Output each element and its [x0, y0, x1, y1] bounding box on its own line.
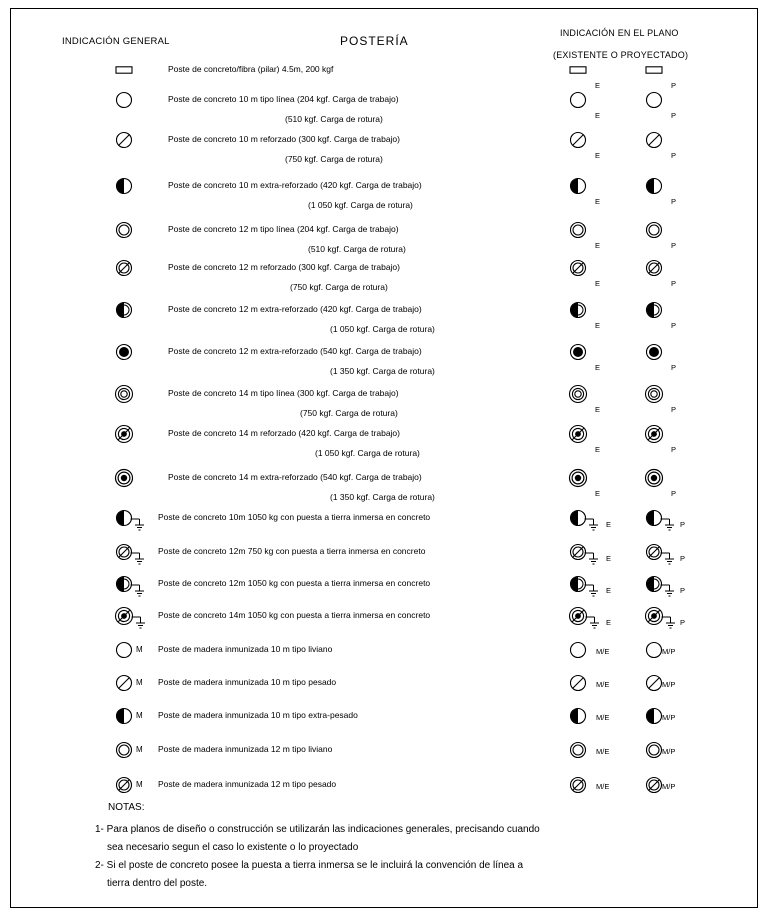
proyectado-label: P — [680, 520, 686, 529]
proyectado-label: P — [671, 405, 677, 414]
madera-marker: M — [136, 711, 143, 720]
row-description-secondary: (1 350 kgf. Carga de rotura) — [330, 492, 435, 502]
existente-label: E — [595, 489, 601, 498]
general-symbol — [108, 381, 148, 407]
proyectado-label: M/P — [662, 680, 676, 689]
general-symbol — [108, 539, 148, 565]
general-symbol — [108, 255, 148, 281]
proyectado-symbol — [638, 297, 678, 323]
proyectado-label: P — [680, 554, 686, 563]
existente-label: M/E — [596, 713, 610, 722]
page-title: POSTERÍA — [340, 34, 409, 48]
note-1-line-1: 1- Para planos de diseño o construcción se utilizarán las indicaciones generales, precisando cuando — [95, 824, 540, 835]
proyectado-label: P — [671, 363, 677, 372]
proyectado-symbol — [638, 217, 678, 243]
existente-symbol — [562, 505, 602, 531]
row-description: Poste de concreto 10 m reforzado (300 kgf. Carga de trabajo) — [168, 134, 400, 144]
existente-label: E — [595, 405, 601, 414]
existente-symbol — [562, 173, 602, 199]
row-description-secondary: (1 050 kgf. Carga de rotura) — [308, 200, 413, 210]
general-symbol — [108, 297, 148, 323]
proyectado-symbol — [638, 505, 678, 531]
proyectado-symbol — [638, 339, 678, 365]
existente-label: E — [595, 445, 601, 454]
existente-label: E — [595, 279, 601, 288]
proyectado-label: P — [671, 321, 677, 330]
row-description: Poste de madera inmunizada 10 m tipo pesado — [158, 677, 337, 687]
notes-title: NOTAS: — [108, 802, 145, 813]
existente-label: E — [595, 197, 601, 206]
general-symbol — [108, 421, 148, 447]
existente-label: E — [595, 241, 601, 250]
general-symbol — [108, 57, 148, 83]
existente-label: E — [606, 586, 612, 595]
existente-label: E — [595, 151, 601, 160]
proyectado-label: P — [671, 151, 677, 160]
row-description: Poste de concreto 14 m reforzado (420 kgf. Carga de trabajo) — [168, 428, 400, 438]
row-description: Poste de concreto 10m 1050 kg con puesta a tierra inmersa en concreto — [158, 512, 431, 522]
row-description: Poste de concreto 14m 1050 kg con puesta a tierra inmersa en concreto — [158, 610, 431, 620]
existente-symbol — [562, 217, 602, 243]
note-2-line-1: 2- Si el poste de concreto posee la puesta a tierra inmersa se le incluirá la convención de línea a — [95, 860, 524, 871]
row-description-secondary: (1 350 kgf. Carga de rotura) — [330, 366, 435, 376]
existente-symbol — [562, 57, 602, 83]
proyectado-label: P — [671, 241, 677, 250]
madera-marker: M — [136, 678, 143, 687]
row-description: Poste de madera inmunizada 10 m tipo liviano — [158, 644, 333, 654]
madera-marker: M — [136, 745, 143, 754]
proyectado-symbol — [638, 255, 678, 281]
proyectado-label: P — [671, 81, 677, 90]
row-description-secondary: (510 kgf. Carga de rotura) — [285, 114, 383, 124]
row-description-secondary: (750 kgf. Carga de rotura) — [300, 408, 398, 418]
row-description: Poste de madera inmunizada 12 m tipo pesado — [158, 779, 337, 789]
proyectado-symbol — [638, 127, 678, 153]
proyectado-symbol — [638, 539, 678, 565]
row-description-secondary: (510 kgf. Carga de rotura) — [308, 244, 406, 254]
existente-label: M/E — [596, 747, 610, 756]
existente-label: M/E — [596, 647, 610, 656]
existente-label: E — [595, 363, 601, 372]
row-description: Poste de concreto 14 m extra-reforzado (540 kgf. Carga de trabajo) — [168, 472, 422, 482]
existente-symbol — [562, 465, 602, 491]
general-symbol — [108, 173, 148, 199]
proyectado-symbol — [638, 57, 678, 83]
existente-label: M/E — [596, 782, 610, 791]
row-description: Poste de concreto 12m 750 kg con puesta a tierra inmersa en concreto — [158, 546, 426, 556]
row-description: Poste de concreto 14 m tipo línea (300 kgf. Carga de trabajo) — [168, 388, 399, 398]
proyectado-symbol — [638, 571, 678, 597]
existente-symbol — [562, 87, 602, 113]
row-description: Poste de concreto 12 m extra-reforzado (540 kgf. Carga de trabajo) — [168, 346, 422, 356]
existente-symbol — [562, 127, 602, 153]
proyectado-symbol — [638, 87, 678, 113]
note-2-line-2: tierra dentro del poste. — [107, 878, 208, 889]
row-description-secondary: (1 050 kgf. Carga de rotura) — [315, 448, 420, 458]
row-description: Poste de concreto/fibra (pilar) 4.5m, 200 kgf — [168, 64, 334, 74]
row-description: Poste de concreto 10 m extra-reforzado (420 kgf. Carga de trabajo) — [168, 180, 422, 190]
proyectado-label: M/P — [662, 647, 676, 656]
proyectado-label: M/P — [662, 747, 676, 756]
row-description: Poste de concreto 12 m tipo línea (204 kgf. Carga de trabajo) — [168, 224, 399, 234]
general-symbol — [108, 603, 148, 629]
existente-symbol — [562, 297, 602, 323]
existente-label: E — [595, 81, 601, 90]
proyectado-label: P — [680, 618, 686, 627]
row-description-secondary: (1 050 kgf. Carga de rotura) — [330, 324, 435, 334]
row-description-secondary: (750 kgf. Carga de rotura) — [290, 282, 388, 292]
general-symbol — [108, 505, 148, 531]
proyectado-label: M/P — [662, 782, 676, 791]
header-indicacion-plano: INDICACIÓN EN EL PLANO — [560, 28, 679, 38]
row-description: Poste de madera inmunizada 12 m tipo liviano — [158, 744, 333, 754]
header-existente-proyectado: (EXISTENTE O PROYECTADO) — [553, 50, 689, 60]
existente-label: E — [606, 554, 612, 563]
existente-symbol — [562, 421, 602, 447]
row-description: Poste de concreto 10 m tipo línea (204 kgf. Carga de trabajo) — [168, 94, 399, 104]
existente-label: E — [595, 111, 601, 120]
general-symbol — [108, 339, 148, 365]
existente-label: E — [606, 520, 612, 529]
note-1-line-2: sea necesario segun el caso lo existente o lo proyectado — [107, 842, 359, 853]
general-symbol — [108, 127, 148, 153]
general-symbol — [108, 87, 148, 113]
row-description: Poste de concreto 12 m extra-reforzado (420 kgf. Carga de trabajo) — [168, 304, 422, 314]
existente-symbol — [562, 571, 602, 597]
proyectado-label: P — [680, 586, 686, 595]
proyectado-label: P — [671, 489, 677, 498]
proyectado-label: M/P — [662, 713, 676, 722]
proyectado-label: P — [671, 111, 677, 120]
general-symbol — [108, 465, 148, 491]
existente-symbol — [562, 255, 602, 281]
existente-label: M/E — [596, 680, 610, 689]
proyectado-symbol — [638, 421, 678, 447]
row-description: Poste de madera inmunizada 10 m tipo extra-pesado — [158, 710, 358, 720]
madera-marker: M — [136, 780, 143, 789]
general-symbol — [108, 571, 148, 597]
existente-label: E — [606, 618, 612, 627]
general-symbol — [108, 217, 148, 243]
existente-label: E — [595, 321, 601, 330]
proyectado-label: P — [671, 445, 677, 454]
existente-symbol — [562, 381, 602, 407]
proyectado-symbol — [638, 465, 678, 491]
proyectado-label: P — [671, 279, 677, 288]
row-description: Poste de concreto 12m 1050 kg con puesta a tierra inmersa en concreto — [158, 578, 431, 588]
row-description: Poste de concreto 12 m reforzado (300 kgf. Carga de trabajo) — [168, 262, 400, 272]
existente-symbol — [562, 539, 602, 565]
proyectado-label: P — [671, 197, 677, 206]
madera-marker: M — [136, 645, 143, 654]
proyectado-symbol — [638, 173, 678, 199]
proyectado-symbol — [638, 603, 678, 629]
header-indicacion-general: INDICACIÓN GENERAL — [62, 36, 170, 47]
row-description-secondary: (750 kgf. Carga de rotura) — [285, 154, 383, 164]
existente-symbol — [562, 339, 602, 365]
proyectado-symbol — [638, 381, 678, 407]
existente-symbol — [562, 603, 602, 629]
